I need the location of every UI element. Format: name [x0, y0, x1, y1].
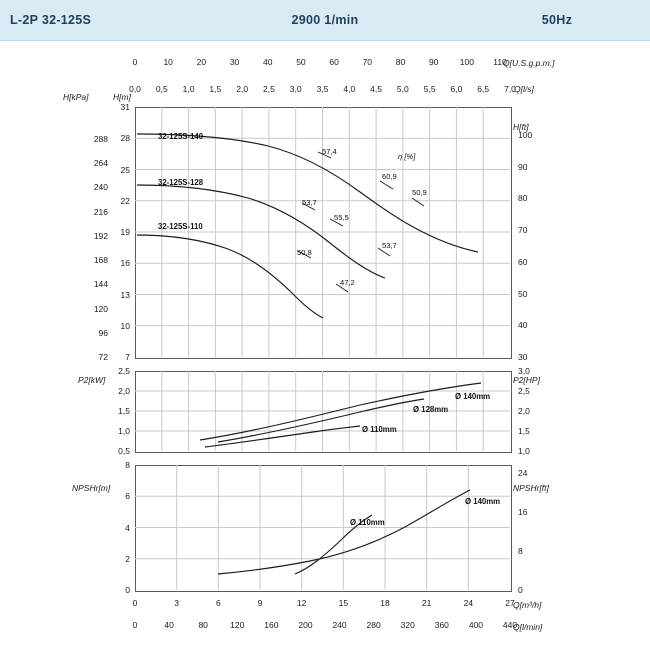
ytick-h-m-7: 28	[120, 133, 130, 144]
xtick-ls-14: 7,0	[504, 84, 516, 94]
axis-label-q-usgpm: Q[U.S.g.p.m.]	[503, 58, 555, 68]
ytick-h-ft-6: 90	[518, 161, 528, 172]
ytick-p2-hp-0: 1,0	[518, 446, 530, 456]
xtick-m3h-3: 9	[257, 598, 263, 608]
xtick-ls-6: 3,0	[289, 84, 302, 94]
series-label-110: 32-125S-110	[158, 222, 203, 231]
series-label-140: 32-125S-140	[158, 132, 204, 141]
xtick-gpm-5: 50	[296, 57, 306, 67]
efficiency-annotation-8: 47,2	[340, 278, 355, 287]
ytick-h-ft-3: 60	[518, 256, 528, 267]
ytick-p2-kw-3: 2,0	[118, 386, 130, 396]
xtick-gpm-11: 110	[493, 57, 507, 67]
ytick-p2-hp-2: 2,0	[518, 406, 530, 416]
ytick-npshr-m-3: 6	[125, 491, 130, 502]
series-label-128: 32-125S-128	[158, 178, 204, 187]
ytick-h-ft-4: 70	[518, 225, 528, 236]
ytick-npshr-m-2: 4	[125, 522, 130, 533]
ytick-npshr-ft-1: 8	[518, 546, 523, 556]
xtick-ls-2: 1,0	[182, 84, 195, 94]
header-frequency: 50Hz	[541, 13, 573, 27]
ytick-p2-kw-0: 0,5	[118, 446, 130, 456]
efficiency-axis-label: η [%]	[398, 152, 416, 161]
xtick-lmin-7: 280	[366, 620, 381, 630]
xtick-lmin-10: 400	[468, 620, 483, 630]
ytick-h-m-1: 10	[120, 320, 130, 331]
ytick-h-m-5: 22	[120, 195, 130, 206]
ytick-h-kpa-9: 288	[93, 134, 108, 144]
efficiency-annotation-3: 50,9	[412, 188, 427, 197]
xtick-lmin-8: 320	[400, 620, 415, 630]
xtick-lmin-6: 240	[332, 620, 347, 630]
axis-label-p2-kw: P2[kW]	[78, 375, 106, 385]
npshr-series-label-140: Ø 140mm	[465, 497, 501, 506]
ytick-p2-kw-2: 1,5	[118, 406, 130, 416]
xtick-ls-0: 0,0	[129, 84, 141, 94]
xtick-gpm-3: 30	[229, 57, 240, 67]
ytick-h-ft-2: 50	[518, 288, 528, 299]
axis-label-q-lmin: Q[l/min]	[513, 622, 543, 632]
efficiency-annotation-2: 60,9	[382, 172, 397, 181]
xtick-gpm-7: 70	[362, 57, 373, 67]
xtick-m3h-4: 12	[296, 598, 307, 608]
header-model: L-2P 32-125S	[10, 13, 92, 27]
axis-label-q-m3h: Q[m³/h]	[513, 600, 542, 610]
ytick-h-m-6: 25	[120, 164, 130, 175]
ytick-h-m-3: 16	[120, 258, 130, 269]
xtick-gpm-4: 40	[263, 57, 273, 67]
xtick-ls-13: 6,5	[477, 84, 490, 94]
ytick-h-ft-7: 100	[518, 130, 533, 140]
ytick-h-ft-0: 30	[518, 352, 528, 362]
xtick-ls-12: 6,0	[450, 84, 463, 94]
ytick-h-m-2: 13	[120, 289, 130, 300]
ytick-h-kpa-1: 96	[98, 327, 108, 338]
power-series-label-110: Ø 110mm	[362, 425, 397, 434]
xtick-m3h-9: 27	[505, 598, 515, 608]
xtick-ls-5: 2,5	[263, 84, 275, 94]
xtick-lmin-2: 80	[198, 620, 208, 630]
xtick-m3h-8: 24	[463, 598, 474, 608]
xtick-gpm-1: 10	[163, 57, 173, 67]
efficiency-annotation-4: 53,7	[302, 198, 317, 207]
ytick-h-m-4: 19	[120, 227, 130, 237]
axis-label-p2-hp: P2[HP]	[513, 375, 540, 385]
ytick-p2-kw-1: 1,0	[118, 426, 130, 436]
xtick-m3h-5: 15	[338, 598, 349, 608]
xtick-m3h-7: 21	[421, 598, 432, 608]
ytick-h-kpa-8: 264	[93, 158, 108, 169]
axis-label-h-kpa: H[kPa]	[63, 92, 89, 102]
xtick-ls-10: 5,0	[396, 84, 409, 94]
ytick-p2-kw-4: 2,5	[118, 366, 130, 376]
xtick-ls-7: 3,5	[316, 84, 329, 94]
xtick-lmin-3: 120	[230, 620, 245, 630]
efficiency-annotation-5: 55,5	[334, 213, 349, 222]
ytick-h-kpa-4: 168	[93, 255, 108, 266]
xtick-m3h-2: 6	[215, 598, 221, 608]
ytick-npshr-m-0: 0	[125, 585, 130, 595]
efficiency-annotation-7: 50,8	[297, 248, 312, 257]
ytick-p2-hp-4: 3,0	[518, 366, 530, 376]
axis-label-npshr-ft: NPSHr[ft]	[513, 483, 549, 493]
xtick-ls-8: 4,0	[343, 84, 356, 94]
ytick-h-kpa-2: 120	[93, 303, 108, 314]
ytick-npshr-ft-3: 24	[518, 468, 528, 478]
xtick-gpm-8: 80	[395, 57, 406, 67]
efficiency-annotation-1: 57,4	[322, 147, 337, 156]
ytick-h-ft-1: 40	[518, 320, 528, 331]
xtick-m3h-6: 18	[380, 598, 390, 608]
axis-label-q-ls: Q[l/s]	[514, 84, 534, 94]
ytick-h-kpa-0: 72	[98, 352, 108, 362]
ytick-h-ft-5: 80	[518, 193, 528, 204]
xtick-ls-9: 4,5	[370, 84, 382, 94]
xtick-gpm-9: 90	[428, 57, 439, 67]
axis-label-npshr-m: NPSHr[m]	[72, 483, 111, 493]
axis-label-h-m: H[m]	[113, 92, 131, 102]
xtick-gpm-0: 0	[132, 57, 138, 67]
ytick-p2-hp-3: 2,5	[518, 386, 530, 396]
xtick-ls-11: 5,5	[423, 84, 436, 94]
ytick-npshr-ft-2: 16	[518, 507, 528, 517]
ytick-npshr-ft-0: 0	[518, 585, 523, 595]
ytick-h-kpa-6: 216	[93, 206, 108, 217]
power-series-label-140: Ø 140mm	[455, 392, 491, 401]
xtick-ls-3: 1,5	[209, 84, 222, 94]
ytick-h-m-0: 7	[125, 352, 130, 362]
xtick-lmin-11: 440	[502, 620, 518, 630]
xtick-m3h-1: 3	[174, 598, 180, 608]
header-speed: 2900 1/min	[291, 13, 359, 27]
xtick-gpm-10: 100	[459, 57, 474, 67]
ytick-h-kpa-7: 240	[93, 182, 108, 193]
efficiency-annotation-6: 53,7	[382, 241, 397, 250]
xtick-ls-1: 0,5	[155, 84, 168, 94]
xtick-lmin-4: 160	[264, 620, 279, 630]
xtick-lmin-5: 200	[298, 620, 313, 630]
ytick-npshr-m-1: 2	[125, 553, 130, 564]
xtick-m3h-0: 0	[132, 598, 138, 608]
axis-label-h-ft: H[ft]	[513, 122, 529, 132]
xtick-lmin-0: 0	[132, 620, 138, 630]
ytick-p2-hp-1: 1,5	[518, 426, 530, 436]
xtick-ls-4: 2,0	[236, 84, 249, 94]
power-series-label-128: Ø 128mm	[413, 405, 449, 414]
ytick-npshr-m-4: 8	[125, 460, 130, 470]
xtick-lmin-9: 360	[434, 620, 449, 630]
xtick-gpm-6: 60	[329, 57, 339, 67]
xtick-lmin-1: 40	[164, 620, 174, 630]
ytick-h-kpa-3: 144	[93, 279, 108, 290]
npshr-series-label-110: Ø 110mm	[350, 518, 385, 527]
ytick-h-m-8: 31	[120, 102, 130, 112]
ytick-h-kpa-5: 192	[93, 230, 108, 241]
xtick-gpm-2: 20	[196, 57, 207, 67]
